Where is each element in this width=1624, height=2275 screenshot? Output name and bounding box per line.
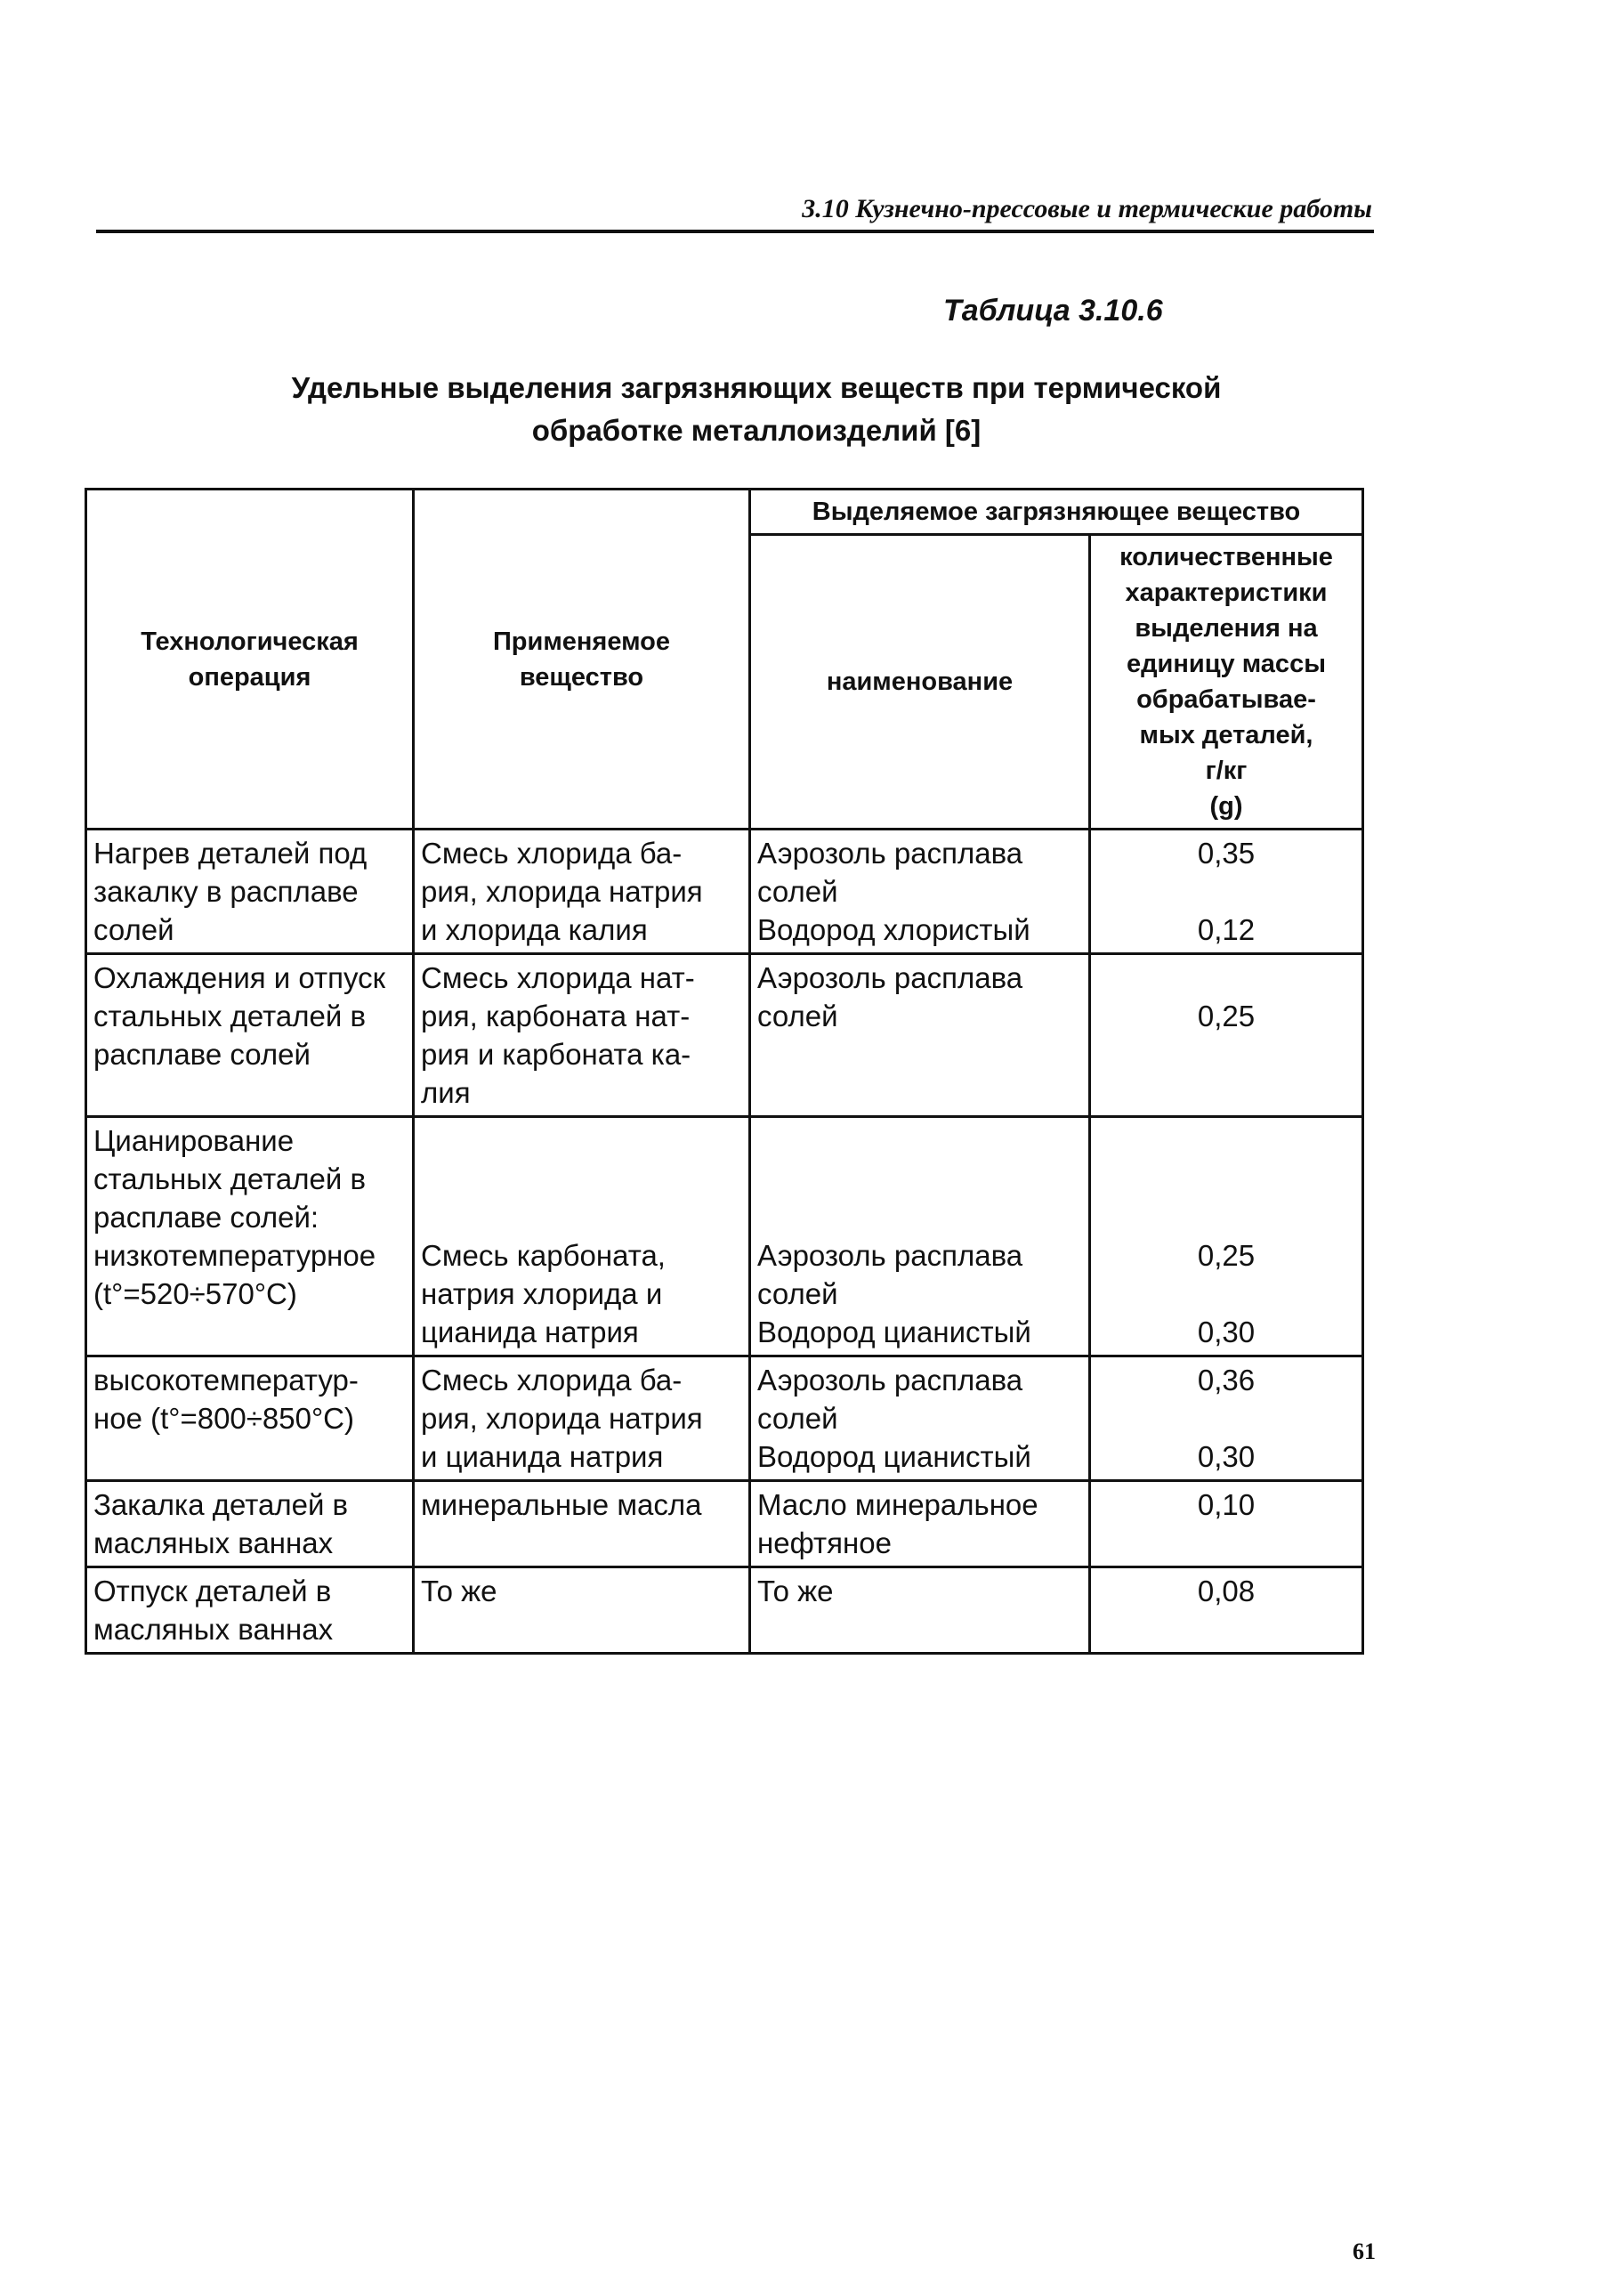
blank-line	[421, 1160, 742, 1198]
blank-line	[1097, 1275, 1355, 1313]
table-row	[86, 1567, 1363, 1654]
emission-value-cell	[1090, 1356, 1363, 1481]
operation-line: Нагрев деталей под	[93, 837, 368, 870]
pollutant-name-line: То же	[757, 1575, 834, 1607]
pollutant-name-cell	[750, 1567, 1090, 1654]
operation-line: ное (t°=800÷850°C)	[93, 1402, 354, 1435]
header-operation: Технологическая операция	[86, 490, 414, 830]
table-row	[86, 954, 1363, 1117]
operation-line: масляных ваннах	[93, 1526, 334, 1559]
blank-line	[1097, 1198, 1355, 1236]
operation-line: Цианирование	[93, 1124, 295, 1157]
blank-line	[1097, 1160, 1355, 1198]
pollutant-name-cell	[750, 1481, 1090, 1567]
blank-line	[1097, 959, 1355, 997]
emission-value: 0,36	[1197, 1364, 1256, 1397]
pollutant-name-line: солей	[757, 1277, 838, 1310]
blank-line	[1097, 1399, 1355, 1437]
pollutant-name-line: Аэрозоль расплава	[757, 1239, 1023, 1272]
operation-line: стальных деталей в	[93, 1000, 367, 1032]
table-row	[86, 1117, 1363, 1356]
table-title	[178, 367, 1335, 452]
operation-cell	[86, 1481, 414, 1567]
operation-line: закалку в расплаве	[93, 875, 359, 908]
substance-line: минеральные масла	[421, 1488, 702, 1521]
substance-line: рия, карбоната нат-	[421, 1000, 691, 1032]
pollutant-name-line: солей	[757, 875, 838, 908]
substance-line: Смесь хлорида ба-	[421, 837, 683, 870]
header-substance: Применяемое вещество	[414, 490, 750, 830]
substance-line: рия и карбоната ка-	[421, 1038, 691, 1071]
emission-value: 0,25	[1197, 1239, 1256, 1272]
substance-cell	[414, 1117, 750, 1356]
substance-line: рия, хлорида натрия	[421, 875, 703, 908]
operation-line: стальных деталей в	[93, 1162, 367, 1195]
substance-cell	[414, 1356, 750, 1481]
emission-value: 0,30	[1197, 1316, 1256, 1348]
substance-line: и цианида натрия	[421, 1440, 664, 1473]
blank-line	[421, 1198, 742, 1236]
table-title-line: обработке металлоизделий [6]	[531, 414, 982, 447]
pollutant-name-line: Аэрозоль расплава	[757, 961, 1023, 994]
operation-cell	[86, 830, 414, 954]
blank-line	[1097, 1121, 1355, 1160]
emission-value-cell	[1090, 1481, 1363, 1567]
emission-value-cell	[1090, 1567, 1363, 1654]
substance-cell	[414, 830, 750, 954]
page-number: 61	[1353, 2239, 1376, 2264]
pollutant-name-line: Аэрозоль расплава	[757, 837, 1023, 870]
substance-line: натрия хлорида и	[421, 1277, 663, 1310]
operation-line: низкотемпературное	[93, 1239, 376, 1272]
substance-line: и хлорида калия	[421, 913, 648, 946]
operation-line: Отпуск деталей в	[93, 1575, 332, 1607]
table-title-line: Удельные выделения загрязняющих веществ при термической	[291, 371, 1222, 404]
operation-line: высокотемператур-	[93, 1364, 359, 1397]
operation-line: солей	[93, 913, 174, 946]
pollutant-name-line: нефтяное	[757, 1526, 892, 1559]
header-emitted-group: Выделяемое загрязняющее вещество	[750, 490, 1363, 535]
blank-line	[1097, 872, 1355, 911]
emission-value: 0,12	[1197, 913, 1256, 946]
blank-line	[757, 1160, 1082, 1198]
pollutant-name-cell	[750, 1356, 1090, 1481]
emission-value: 0,08	[1197, 1575, 1256, 1607]
emission-value: 0,30	[1197, 1440, 1256, 1473]
emission-value: 0,10	[1197, 1488, 1256, 1521]
emission-value: 0,25	[1197, 1000, 1256, 1032]
table-number: Таблица 3.10.6	[943, 294, 1163, 328]
pollutant-name-line: Водород хлористый	[757, 913, 1030, 946]
pollutant-name-line: Аэрозоль расплава	[757, 1364, 1023, 1397]
table-row	[86, 1356, 1363, 1481]
operation-cell	[86, 954, 414, 1117]
pollutant-name-cell	[750, 1117, 1090, 1356]
substance-cell	[414, 1567, 750, 1654]
substance-line: рия, хлорида натрия	[421, 1402, 703, 1435]
operation-line: расплаве солей	[93, 1038, 311, 1071]
operation-line: Охлаждения и отпуск	[93, 961, 386, 994]
substance-cell	[414, 954, 750, 1117]
table-body	[86, 830, 1363, 1654]
emission-value-cell	[1090, 1117, 1363, 1356]
substance-line: Смесь хлорида ба-	[421, 1364, 683, 1397]
pollutant-name-cell	[750, 830, 1090, 954]
operation-line: Закалка деталей в	[93, 1488, 349, 1521]
operation-line: (t°=520÷570°C)	[93, 1277, 297, 1310]
blank-line	[757, 1198, 1082, 1236]
emission-value: 0,35	[1197, 837, 1256, 870]
pollutant-name-line: солей	[757, 1000, 838, 1032]
emissions-table	[85, 488, 1364, 1655]
substance-cell	[414, 1481, 750, 1567]
header-name: наименование	[750, 535, 1090, 830]
header-quantity: количественные характеристики выделения на единицу массы обрабатывае- мых деталей, г/кг (g)	[1090, 535, 1363, 830]
pollutant-name-line: Водород цианистый	[757, 1316, 1031, 1348]
operation-line: расплаве солей:	[93, 1201, 319, 1234]
substance-line: лия	[421, 1076, 471, 1109]
pollutant-name-cell	[750, 954, 1090, 1117]
header-rule	[96, 230, 1374, 233]
table-row	[86, 830, 1363, 954]
operation-line: масляных ваннах	[93, 1613, 334, 1646]
table-row	[86, 1481, 1363, 1567]
emission-value-cell	[1090, 830, 1363, 954]
running-head: 3.10 Кузнечно-прессовые и термические работы	[802, 194, 1372, 223]
blank-line	[757, 1121, 1082, 1160]
substance-line: цианида натрия	[421, 1316, 639, 1348]
operation-cell	[86, 1567, 414, 1654]
emission-value-cell	[1090, 954, 1363, 1117]
substance-line: То же	[421, 1575, 497, 1607]
blank-line	[421, 1121, 742, 1160]
substance-line: Смесь карбоната,	[421, 1239, 666, 1272]
substance-line: Смесь хлорида нат-	[421, 961, 695, 994]
pollutant-name-line: Масло минеральное	[757, 1488, 1038, 1521]
pollutant-name-line: Водород цианистый	[757, 1440, 1031, 1473]
pollutant-name-line: солей	[757, 1402, 838, 1435]
operation-cell	[86, 1356, 414, 1481]
operation-cell	[86, 1117, 414, 1356]
